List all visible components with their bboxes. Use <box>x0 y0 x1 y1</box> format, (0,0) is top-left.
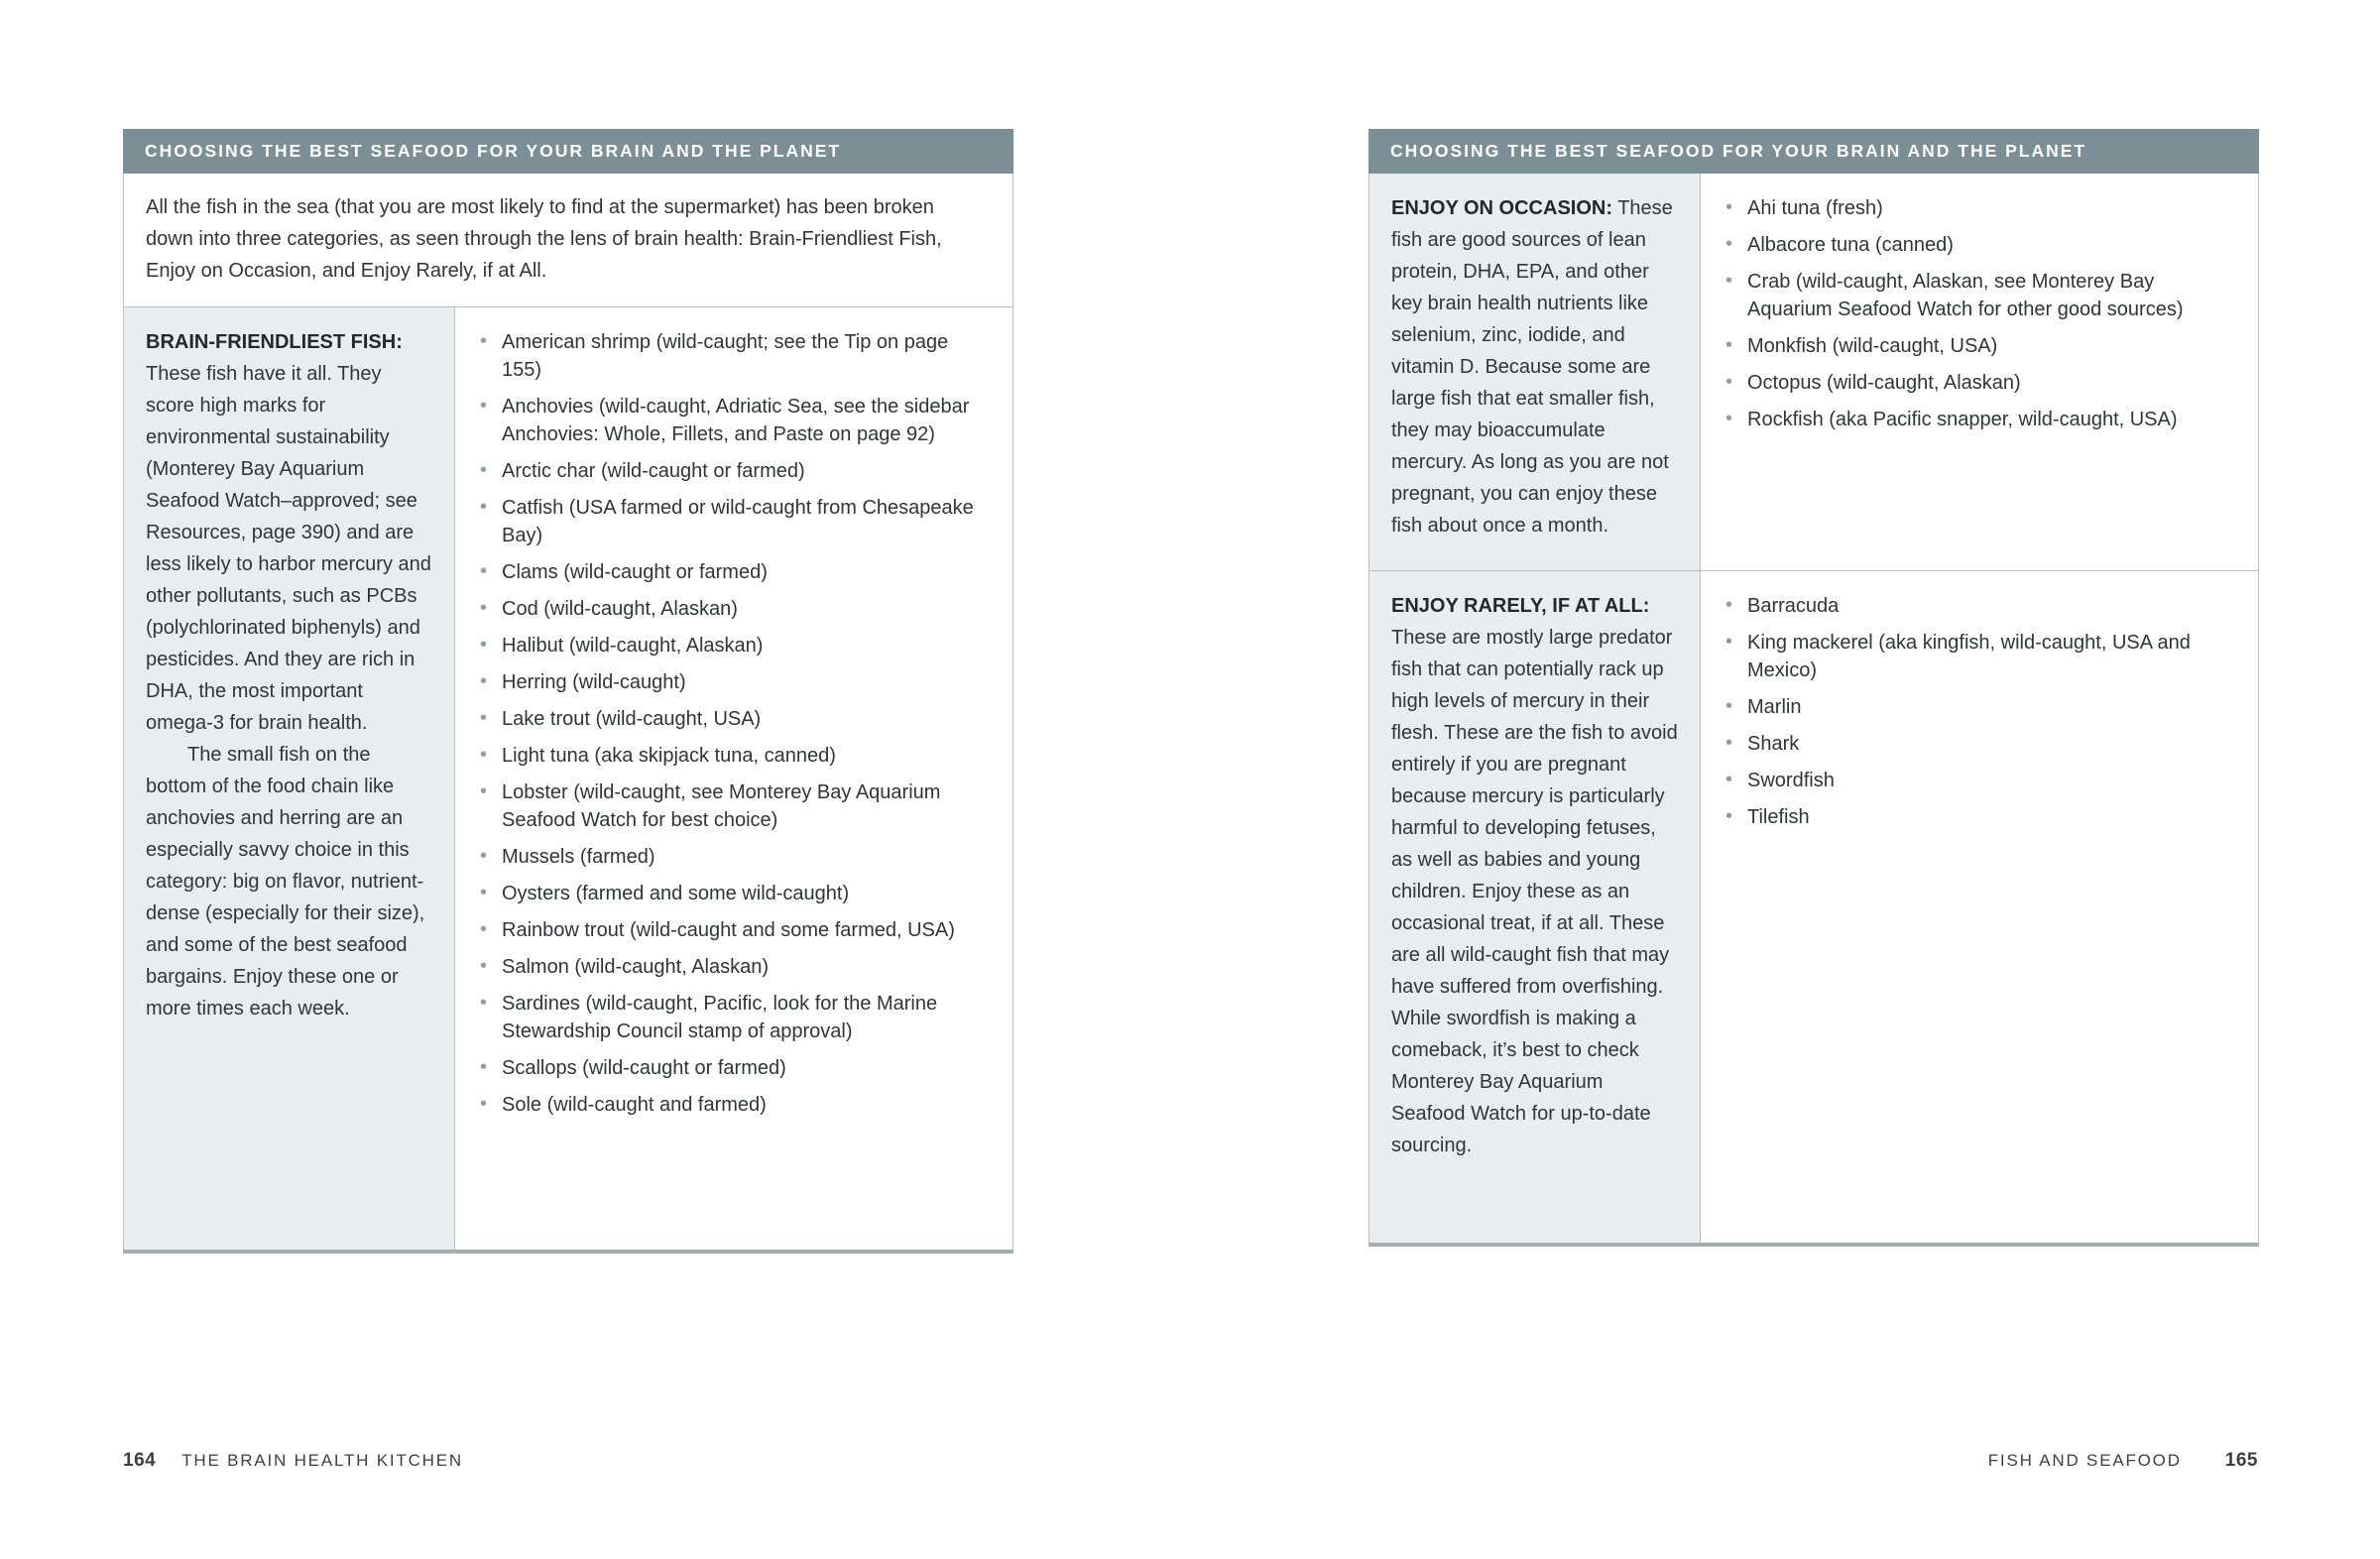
fish-list-item: • Barracuda <box>1725 592 2232 620</box>
fish-list-item: • Sole (wild-caught and farmed) <box>479 1091 987 1119</box>
fish-list-item: • Cod (wild-caught, Alaskan) <box>479 595 987 623</box>
fish-list-item: • Rockfish (aka Pacific snapper, wild-caught, USA) <box>1725 406 2232 433</box>
brain-friendliest-description-column <box>124 307 455 1250</box>
enjoy-on-occasion-list-column <box>1701 174 2258 570</box>
seafood-table-right <box>1368 174 2259 1247</box>
brain-friendliest-paragraph-1 <box>146 326 432 739</box>
brain-friendliest-list-column <box>455 307 1012 1250</box>
enjoy-on-occasion-paragraph <box>1391 192 1678 541</box>
fish-list-item: • Clams (wild-caught or farmed) <box>479 558 987 586</box>
fish-list-item: • Crab (wild-caught, Alaskan, see Monterey Bay Aquarium Seafood Watch for other good sources) <box>1725 268 2232 323</box>
fish-list-item: • American shrimp (wild-caught; see the Tip on page 155) <box>479 328 987 384</box>
fish-list-item: • Light tuna (aka skipjack tuna, canned) <box>479 742 987 770</box>
fish-list-item: • Marlin <box>1725 693 2232 721</box>
brain-friendliest-paragraph-2: The small fish on the bottom of the food chain like anchovies and herring are an especially savvy choice in this category: big on flavor, nutrient-dense (especially for their size), and some of the best seafood bargains. Enjoy these one or more times each week. <box>146 744 425 1019</box>
fish-list-item: • Halibut (wild-caught, Alaskan) <box>479 632 987 660</box>
table-header-left <box>123 129 1013 174</box>
fish-list-item: • Catfish (USA farmed or wild-caught from Chesapeake Bay) <box>479 494 987 549</box>
fish-list-item: • Lobster (wild-caught, see Monterey Bay Aquarium Seafood Watch for best choice) <box>479 779 987 834</box>
table-intro <box>124 174 1012 307</box>
enjoy-rarely-list-column <box>1701 571 2258 1243</box>
fish-list-item: • Tilefish <box>1725 803 2232 831</box>
fish-list-item: • Ahi tuna (fresh) <box>1725 194 2232 222</box>
brain-friendliest-row <box>124 307 1012 1250</box>
brain-friendliest-fish-list <box>479 328 987 1119</box>
brain-friendliest-label: BRAIN-FRIENDLIEST FISH: <box>146 331 403 353</box>
enjoy-on-occasion-fish-list <box>1725 194 2232 433</box>
brain-friendliest-text: These fish have it all. They score high marks for environmental sustainability (Monterey Bay Aquarium Seafood Watch–approved; see Resources, page 390) and are less likely to harbor mercury and other pollutants, such as PCBs (polychlorinated biphenyls) and pesticides. And they are rich in DHA, the most important omega-3 for brain health. <box>146 363 431 734</box>
fish-list-item: • Lake trout (wild-caught, USA) <box>479 705 987 733</box>
page-165 <box>1368 129 2259 1247</box>
enjoy-on-occasion-label: ENJOY ON OCCASION: <box>1391 197 1612 219</box>
enjoy-on-occasion-text: These fish are good sources of lean protein, DHA, EPA, and other key brain health nutrients like selenium, zinc, iodide, and vitamin D. Because some are large fish that eat smaller fish, they may bioaccumulate mercury. As long as you are not pregnant, you can enjoy these fish about once a month. <box>1391 197 1673 537</box>
fish-list-item: • Salmon (wild-caught, Alaskan) <box>479 953 987 981</box>
enjoy-rarely-fish-list <box>1725 592 2232 831</box>
fish-list-item: • Mussels (farmed) <box>479 843 987 871</box>
table-header-right <box>1368 129 2259 174</box>
fish-list-item: • Shark <box>1725 730 2232 758</box>
table-header-title: CHOOSING THE BEST SEAFOOD FOR YOUR BRAIN AND THE PLANET <box>1390 141 2087 161</box>
enjoy-rarely-row <box>1369 570 2258 1243</box>
fish-list-item: • Monkfish (wild-caught, USA) <box>1725 332 2232 360</box>
book-title: THE BRAIN HEALTH KITCHEN <box>181 1451 463 1470</box>
enjoy-rarely-label: ENJOY RARELY, IF AT ALL: <box>1391 595 1650 617</box>
page-number-right: 165 <box>2224 1450 2258 1471</box>
fish-list-item: • Anchovies (wild-caught, Adriatic Sea, see the sidebar Anchovies: Whole, Fillets, and Paste on page 92) <box>479 393 987 448</box>
section-title: FISH AND SEAFOOD <box>1987 1451 2182 1470</box>
intro-text: All the fish in the sea (that you are most likely to find at the supermarket) has been broken down into three categories, as seen through the lens of brain health: Brain-Friendliest Fish, Enjoy on Occasion, and Enjoy Rarely, if at All. <box>146 196 942 282</box>
fish-list-item: • Albacore tuna (canned) <box>1725 231 2232 259</box>
fish-list-item: • Rainbow trout (wild-caught and some farmed, USA) <box>479 916 987 944</box>
page-number-left: 164 <box>123 1450 157 1471</box>
enjoy-on-occasion-description-column <box>1369 174 1701 570</box>
enjoy-rarely-description-column <box>1369 571 1701 1243</box>
enjoy-rarely-text: These are mostly large predator fish that can potentially rack up high levels of mercury in their flesh. These are the fish to avoid entirely if you are pregnant because mercury is particularly harmful to developing fetuses, as well as babies and young children. Enjoy these as an occasional treat, if at all. These are all wild-caught fish that may have suffered from overfishing. While swordfish is making a comeback, it’s best to check Monterey Bay Aquarium Seafood Watch for up-to-date sourcing. <box>1391 627 1678 1156</box>
fish-list-item: • Scallops (wild-caught or farmed) <box>479 1054 987 1082</box>
page-164 <box>123 129 1013 1254</box>
page-footer-left <box>123 1450 463 1472</box>
seafood-table-left <box>123 174 1013 1254</box>
fish-list-item: • King mackerel (aka kingfish, wild-caught, USA and Mexico) <box>1725 629 2232 684</box>
page-footer-right <box>1988 1450 2258 1472</box>
fish-list-item: • Oysters (farmed and some wild-caught) <box>479 880 987 907</box>
fish-list-item: • Arctic char (wild-caught or farmed) <box>479 457 987 485</box>
fish-list-item: • Swordfish <box>1725 767 2232 794</box>
enjoy-on-occasion-row <box>1369 174 2258 570</box>
fish-list-item: • Sardines (wild-caught, Pacific, look for the Marine Stewardship Council stamp of approval) <box>479 990 987 1045</box>
fish-list-item: • Octopus (wild-caught, Alaskan) <box>1725 369 2232 397</box>
fish-list-item: • Herring (wild-caught) <box>479 668 987 696</box>
table-header-title: CHOOSING THE BEST SEAFOOD FOR YOUR BRAIN AND THE PLANET <box>145 141 842 161</box>
enjoy-rarely-paragraph <box>1391 590 1678 1161</box>
